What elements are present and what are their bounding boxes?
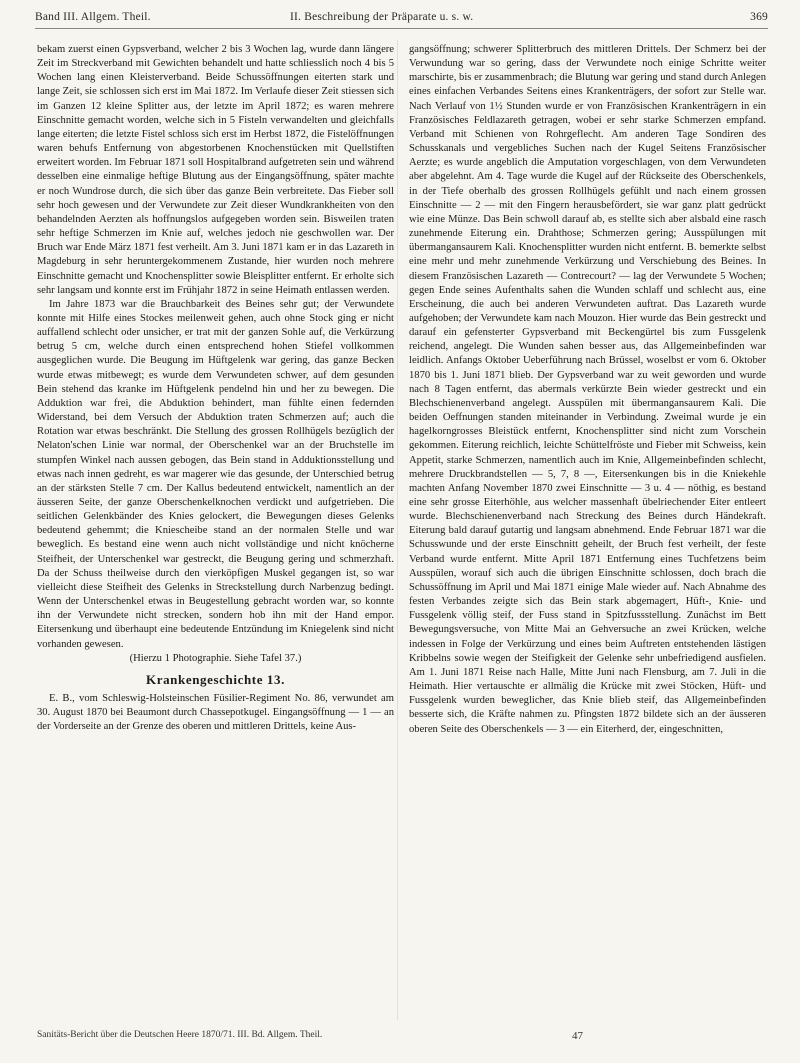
right-column — [409, 43, 766, 1023]
footer-source: Sanitäts-Bericht über die Deutschen Heere 1870/71. III. Bd. Allgem. Theil. — [37, 1030, 323, 1040]
signature-number: 47 — [572, 1030, 583, 1042]
case-heading: Krankengeschichte 13. — [146, 671, 285, 687]
paragraph: Im Jahre 1873 war die Brauchbarkeit des Beines sehr gut; der Verwundete konnte mit Hilfe eines Stockes meilenweit gehen, auch ohne Stock ging er nicht auffallend schlecht oder unsicher, er trat mit der ganzen Sohle auf, die Verkürzung betrug 5 cm, welche durch einen entsprechend hohen Stiefel vollkommen ausgeglichen wurde. Die Beugung im Hüftgelenk war gering, das ganze Becken wurde etwas mitbewegt; es wurde dem Verwundeten schwer, auf dem gesunden Bein stehend das kranke im Hüftgelenk pendelnd hin und her zu bewegen. Die Adduktion war frei, die Abduktion behindert, man fühlte einen federnden Widerstand, bei dem Versuch der Abduktion traten Schmerzen auf; auch die Rotation war etwas beschränkt. Die Stellung des grossen Rollhügels bezüglich der Nelaton'schen Linie war normal, der Oberschenkel war an der Bruchstelle im stumpfen Winkel nach aussen gebogen, das Bein stand in Adduktionsstellung und etwas nach innen gedreht, es war magerer wie das gesunde, der Unterschied betrug an der stärksten Stelle 7 cm. Der Kallus bedeutend entwickelt, namentlich an der äusseren Seite, der ganze Oberschenkelknochen verdickt und aufgetrieben. Die seitlichen Gelenkbänder des Knies gelockert, die Bewegungen dieses Gelenks bedeutend gehemmt; die Kniescheibe stand an der normalen Stelle und war beweglich. Es bestand eine wenn auch nicht vollständige und nicht knöcherne Steifheit, der Unterschenkel war gestreckt, die Beugung gering und schmerzhaft. Da der Schuss theilweise durch den vierköpfigen Muskel gegangen ist, so war vielleicht diese Steifheit des Gelenks in Streckstellung durch Narbenzug bedingt. Wenn der Unterschenkel etwas in Beugestellung gebracht worden war, so konnte ihn der Verwundete nicht strecken, sondern hob ihn mit der Hand empor. Eitersenkung und überhaupt eine bedeutende Entzündung im Kniegelenk sind nicht vorhanden gewesen. — [37, 298, 394, 650]
plate-reference: (Hierzu 1 Photographie. Siehe Tafel 37.) — [129, 652, 302, 664]
page-footer — [37, 1028, 768, 1046]
left-column — [37, 43, 394, 1023]
header-rule — [35, 28, 768, 29]
running-header — [35, 8, 768, 28]
header-volume: Band III. Allgem. Theil. — [35, 11, 151, 23]
paragraph: bekam zuerst einen Gypsverband, welcher 2 bis 3 Wochen lag, wurde dann längere Zeit im Streckverband mit Gewichten behandelt und hatte schliesslich noch 4 bis 5 Wochen lang einen Kleisterverband. Beide Schussöffnungen eiterten stark und lange Zeit, sie schlossen sich erst im Mai 1872. Im Verlaufe dieser Zeit stiessen sich im Ganzen 12 kleine Splitter aus, der letzte im April 1872; es waren mehrere Einschnitte gemacht worden, welche sich in 5 Fisteln verwandelten und gleichfalls lange eiterten; die letzte Fistel schloss sich erst im Herbst 1872, die Fistelöffnungen waren behufs Entfernung von abgestorbenen Knochenstücken mit Quellstiften erweitert worden. Im Februar 1871 soll Hospitalbrand aufgetreten sein und während desselben eine einmalige heftige Blutung aus der Eingangsöffnung, später machte er noch Wundrose durch, die sich über das ganze Bein verbreitete. Das Fieber soll sehr hoch gewesen und der Verwundete zur Zeit dieser Wundkrankheiten von den behandelnden Aerzten als hoffnungslos aufgegeben worden sein. Bisweilen traten sehr heftige Schmerzen im Knie auf, welches jedoch nie geschwollen war. Der Bruch war Ende März 1871 fest verheilt. Am 3. Juni 1871 kam er in das Lazareth in Magdeburg in sehr heruntergekommenem Zustande, hier wurden noch mehrere Einschnitte gemacht und Knochensplitter sowie Bleisplitter entfernt. Er erholte sich sehr langsam und konnte erst im Frühjahr 1872 in seine Heimath entlassen werden. — [37, 44, 394, 296]
paragraph: E. B., vom Schleswig-Holsteinschen Füsilier-Regiment No. 86, verwundet am 30. August 1870 bei Beaumont durch Chassepotkugel. Eingangsöffnung — 1 — an der Vorderseite an der Grenze des oberen und mittleren Drittels, keine Aus- — [37, 693, 394, 733]
header-section: II. Beschreibung der Präparate u. s. w. — [290, 11, 474, 23]
page-number: 369 — [750, 11, 768, 23]
column-divider — [397, 40, 398, 1020]
paragraph: gangsöffnung; schwerer Splitterbruch des mittleren Drittels. Der Schmerz bei der Verwundung war so gering, dass der Verwundete noch einige Schritte weiter marschirte, bis er zusammenbrach; die Blutung war gering und stand durch Anlegen eines einfachen Verbandes Seitens eines Krankenträgers, der sofort zur Stelle war. Nach Verlauf von 1½ Stunden wurde er von Französischen Krankenträgern in ein Französisches Feldlazareth getragen, wobei er sehr starke Schmerzen empfand. Verband mit Schienen von Rohrgeflecht. Am anderen Tage Sondiren des Schusskanals und vergebliches Suchen nach der Kugel Seitens Französischer Aerzte; es wurde angeblich die Amputation vorgeschlagen, von dem Verwundeten aber abgelehnt. Am 4. Tage wurde die Kugel auf der Rückseite des Oberschenkels, in der Tiefe oberhalb des grossen Rollhügels gefühlt und nach einem grossen Einschnitte — 2 — mit den Fingern herausbefördert, sie war ganz platt gedrückt wie eine Münze. Das Bein schwoll darauf ab, es stellte sich aber alsbald eine rasch zunehmende Eiterung ein. Drahthose; Schmerzen gering; Ausspülungen mit übermangansaurem Kali. Knochensplitter wurden nicht entfernt. B. bemerkte selbst eine mehr und mehr zunehmende Verkürzung und Verschiebung des Beines. In diesem Französischen Lazareth — Contrecourt? — lag der Verwundete 5 Wochen; gegen Ende seines Aufenthalts sahen die Wunden schlaff und schlecht aus, eine Erscheinung, die auch bei anderen Verwundeten auftrat. Das Lazareth wurde aufgehoben; der Verwundete kam nach Mouzon. Hier wurde das Bein gestreckt und darauf ein gefensterter Gypsverband mit Beckengürtel bis zum Fussgelenk reichend, angelegt. Die Wunden sahen besser aus, das Allgemeinbefinden war leidlich. Anfangs Oktober Ueberführung nach Brüssel, woselbst er vom 6. Oktober 1870 bis 1. Juni 1871 blieb. Der Gypsverband war zu weit geworden und wurde nach 8 Tagen entfernt, das abermals verkürzte Bein wieder gestreckt und ein Blechschienenverband angelegt. Ausspülen mit übermangansaurem Kali. Die beiden Oeffnungen standen miteinander in Verbindung. Zweimal wurde je ein hagelkorngrosses Bleistück entfernt, Knochensplitter sind nicht zum Vorschein gekommen. Eiterung reichlich, leichte Schüttelfröste und Fieber mit Schweiss, kein Appetit, starke Schmerzen, namentlich auch im Knie, Allgemeinbefinden schlecht, mehrere Druckbrandstellen — 5, 7, 8 —, Eitersenkungen bis in die Kniekehle machten Anfang November 1870 zwei Einschnitte — 3 u. 4 — nöthig, es bestand eine sehr grosse Eiterhöhle, aus welcher massenhaft übelriechender Eiter entleert wurde. Blechschienenverband nach Streckung des Beines durch Händekraft. Eiterung bald darauf gutartig und langsam abnehmend. Ende Februar 1871 war die Schusswunde und der erste Einschnitt geheilt, der Bruch fest verheilt, der feste Verband wurde entfernt. Mitte April 1871 Entfernung eines Tuchfetzens beim Ausspülen, worauf sich auch die übrigen Einschnitte schlossen, doch brach die Schussöffnung im April und Mai 1871 einige Male wieder auf. Nach Abnahme des festen Verbandes zeigte sich das Bein stark abgemagert, Hüft-, Knie- und Fussgelenk völlig steif, der Fuss stand in Spitzfussstellung. Zunächst im Bett Bewegungsversuche, von Mitte Mai an Gehversuche an zwei Krücken, welche indessen in Folge der Verkürzung und eines beim Auftreten entstehenden lästigen Kribbelns sowie wegen der Steifigkeit der Gelenke sehr unbefriedigend ausfielen. Am 1. Juni 1871 Reise nach Halle, Mitte Juni nach Flensburg, am 7. Juli in die Heimath. Hier vertauschte er allmälig die Krücke mit zwei Stöcken, Hüft- und Fussgelenk wurden beweglicher, das Knie blieb steif, das Allgemeinbefinden besserte sich, die Kräfte nahmen zu. Pfingsten 1872 bildete sich an der äusseren oberen Seite des Oberschenkels — 3 — ein Eiterherd, der, eingeschnitten, — [409, 44, 766, 735]
